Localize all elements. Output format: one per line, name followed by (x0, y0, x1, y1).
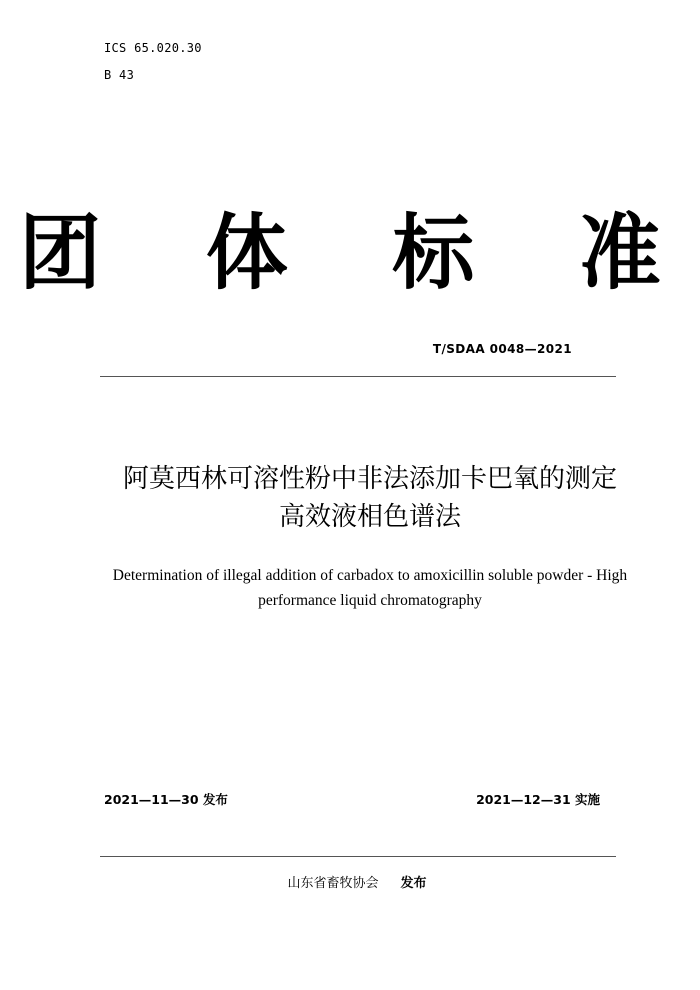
chinese-title-line-2: 高效液相色谱法 (278, 502, 461, 532)
ics-code: ICS 65.020.30 (104, 41, 202, 55)
chinese-title-line-1: 阿莫西林可溶性粉中非法添加卡巴氧的测定 (122, 464, 617, 494)
english-title-line-2: performance liquid chromatography (258, 592, 482, 609)
implementation-date: 2021—12—31 实施 (476, 792, 600, 807)
ccs-code: B 43 (104, 68, 135, 82)
chinese-title (60, 460, 680, 536)
main-title: 团 体 标 准 (19, 205, 699, 301)
bottom-divider (100, 856, 616, 857)
english-title-line-1: Determination of illegal addition of carbadox to amoxicillin soluble powder - High (112, 567, 628, 584)
standard-number: T/SDAA 0048—2021 (432, 342, 572, 356)
publish-label: 发布 (400, 876, 427, 891)
publisher-name: 山东省畜牧协会 (287, 876, 379, 891)
issue-date: 2021—11—30 发布 (104, 792, 228, 807)
top-divider (100, 376, 616, 377)
publisher-line (0, 872, 700, 891)
english-title (80, 563, 660, 613)
